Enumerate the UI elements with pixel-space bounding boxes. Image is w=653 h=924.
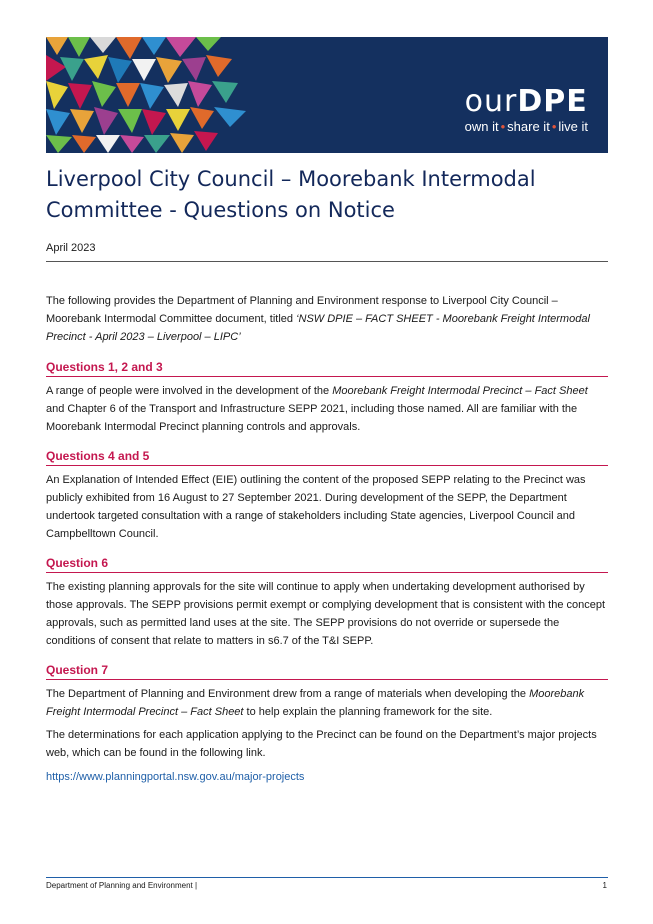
section-q1-3-text-rest: and Chapter 6 of the Transport and Infrastructure SEPP 2021, including those named. All are familiar with the Moorebank Intermodal Precinct planning controls and approvals. [46, 403, 578, 433]
section-heading-q7: Question 7 [46, 663, 608, 680]
tagline-own-it: own it [464, 119, 499, 134]
title-divider [46, 261, 608, 262]
intro-paragraph [46, 292, 608, 346]
section-q7-text: The Department of Planning and Environment drew from a range of materials when developing the [46, 688, 530, 700]
our-dpe-logo [464, 84, 588, 134]
section-q1-3-paragraph [46, 382, 608, 436]
section-q1-3-text: A range of people were involved in the development of the [46, 385, 333, 397]
section-q7-paragraph-2: The determinations for each application applying to the Precinct can be found on the Department’s major projects web, which can be found in the following link. [46, 729, 597, 759]
section-q1-3-italic: Moorebank Freight Intermodal Precinct – Fact Sheet [332, 385, 588, 397]
footer-department: Department of Planning and Environment | [46, 881, 198, 890]
major-projects-link[interactable]: https://www.planningportal.nsw.gov.au/major-projects [46, 771, 305, 783]
section-heading-q1-3: Questions 1, 2 and 3 [46, 360, 608, 377]
logo-wordmark [464, 84, 588, 119]
intro-text: The following provides the Department of Planning and Environment response to Liverpool City Council – Moorebank Intermodal Committee document, titled [46, 295, 558, 325]
intro-document-title: ‘NSW DPIE – FACT SHEET - Moorebank Freight Intermodal Precinct - April 2023 – Liverpool – LIPC’ [46, 313, 590, 343]
section-q7-paragraph [46, 685, 608, 721]
tagline-live-it: live it [558, 119, 588, 134]
logo-tagline [465, 119, 588, 134]
logo-bold-text: DPE [517, 84, 588, 119]
section-heading-q6: Question 6 [46, 556, 608, 573]
tagline-dot-icon: • [500, 119, 506, 134]
major-projects-link-line [46, 768, 608, 786]
section-q4-5-paragraph: An Explanation of Intended Effect (EIE) outlining the content of the proposed SEPP relating to the Precinct was publicly exhibited from 16 August to 27 September 2021. During development of the SEPP, the Department undertook targeted consultation with a range of stakeholders including State agencies, Liverpool Council and Campbelltown Council. [46, 474, 586, 540]
footer-divider [46, 877, 608, 878]
tagline-share-it: share it [507, 119, 550, 134]
mosaic-pattern-graphic [46, 37, 256, 153]
section-q7-text-rest: to help explain the planning framework for the site. [243, 706, 493, 718]
document-date: April 2023 [46, 242, 96, 254]
logo-light-text: our [464, 84, 518, 119]
header-banner [46, 37, 608, 153]
page-title: Liverpool City Council – Moorebank Intermodal Committee - Questions on Notice [46, 167, 536, 222]
section-q7-italic: Moorebank Freight Intermodal Precinct – Fact Sheet [46, 688, 585, 718]
tagline-dot-icon: • [551, 119, 557, 134]
page-number: 1 [602, 881, 607, 890]
section-heading-q4-5: Questions 4 and 5 [46, 449, 608, 466]
section-q6-paragraph: The existing planning approvals for the site will continue to apply when undertaking development authorised by those approvals. The SEPP provisions permit exempt or complying development that is consistent with the concept approvals, such as permitted land uses at the site. The SEPP provisions do not override or supersede the conditions of consent that relate to matters in s6.7 of the T&I SEPP. [46, 581, 606, 647]
